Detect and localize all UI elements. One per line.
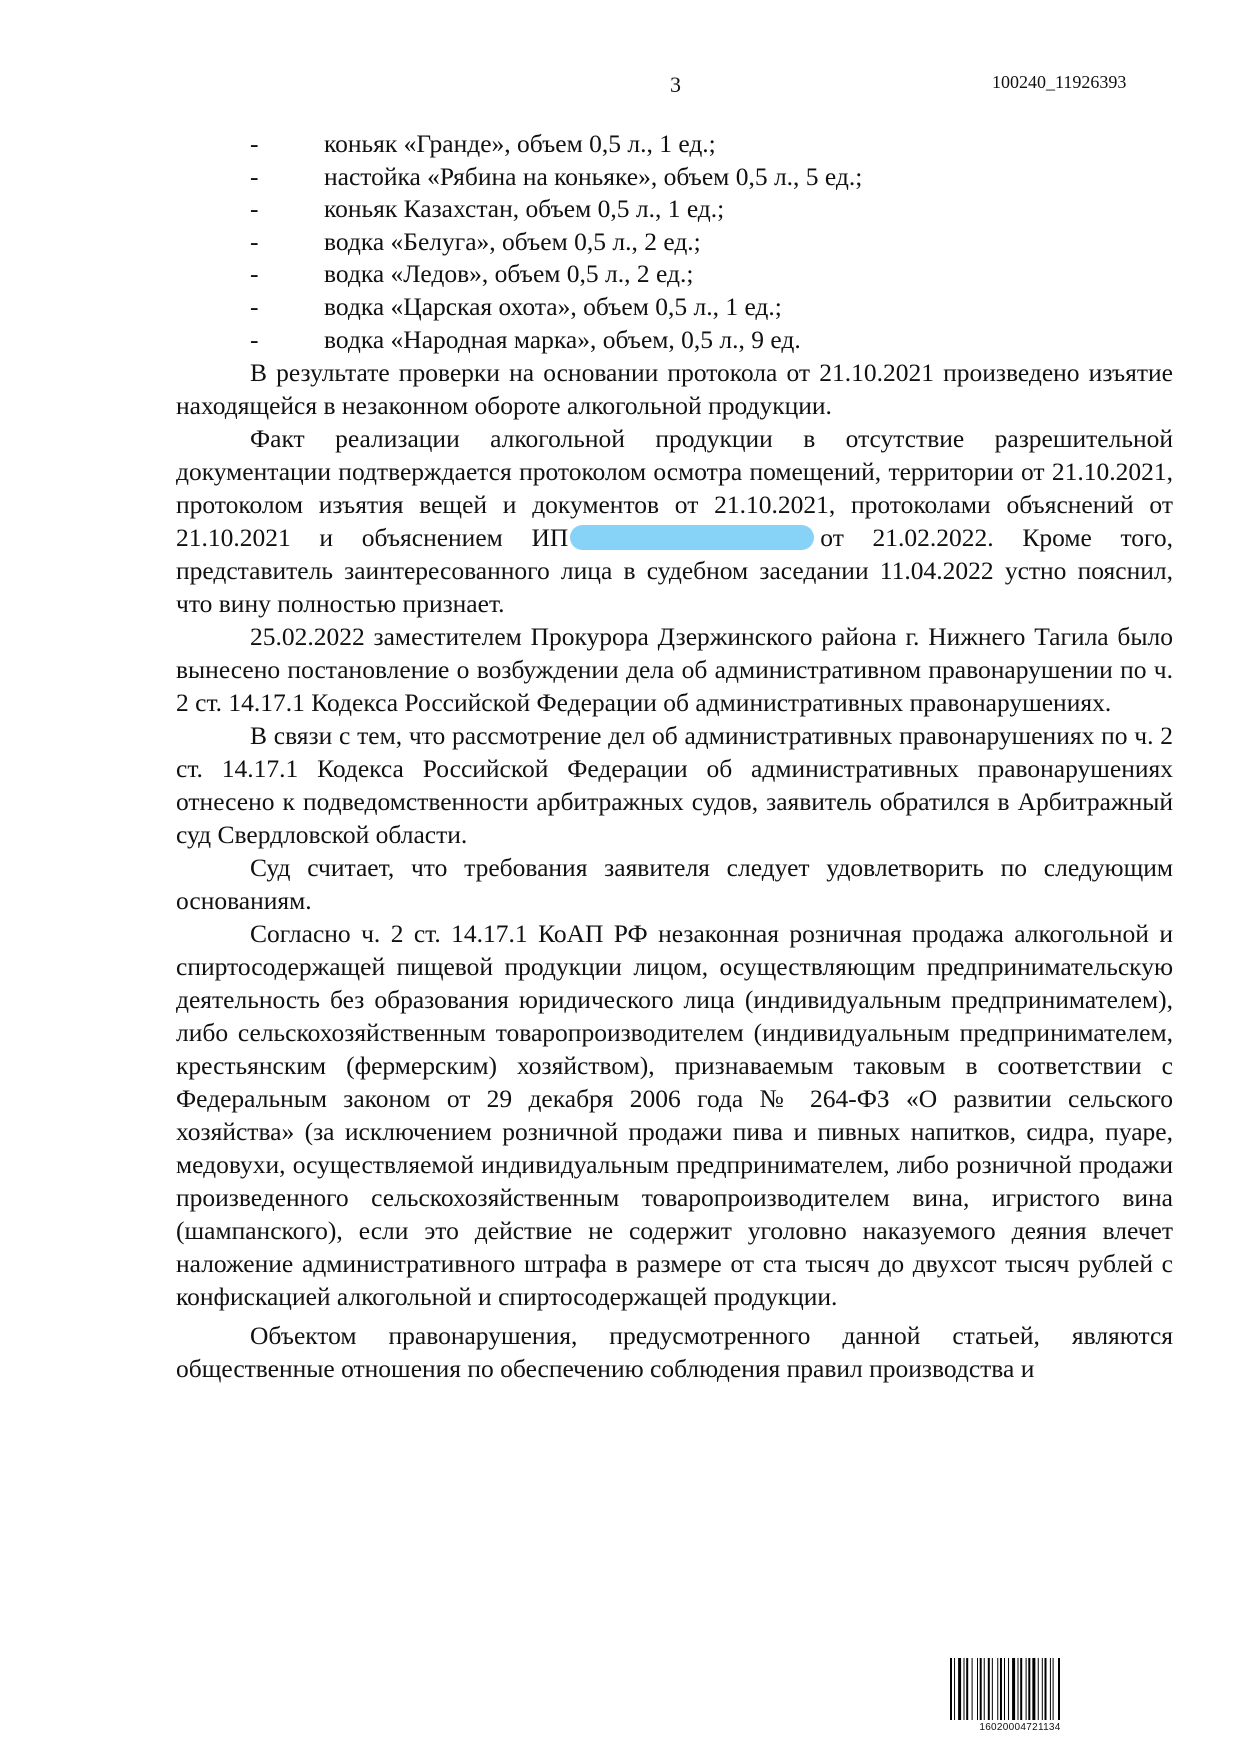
paragraph-offense-object: Объектом правонарушения, предусмотренного данной статьей, являются общественные отношения по обеспечению соблюдения правил производства и (176, 1321, 1173, 1384)
paragraph-inspection-result: В результате проверки на основании протокола от 21.10.2021 произведено изъятие находящейся в незаконном обороте алкогольной продукции. (176, 358, 1173, 421)
list-item (176, 324, 1173, 357)
list-item (176, 291, 1173, 324)
list-item-text: коньяк «Гранде», объем 0,5 л., 1 ед.; (324, 129, 716, 158)
paragraph-sale-fact-part1: Факт реализации алкогольной продукции в отсутствие разрешительной документации подтверждается протоколом осмотра помещений, территории от 21.10.2021, протоколом изъятия вещей и документов от 21.10.2021, протоколами объяснений от 21.10.2021 и объяснением ИП (176, 424, 1173, 553)
list-item-text: водка «Ледов», объем 0,5 л., 2 ед.; (324, 259, 694, 289)
barcode-image (950, 1658, 1090, 1720)
barcode-number: 16020004721134 (979, 1722, 1061, 1733)
paragraph-sale-fact (176, 422, 1173, 620)
paragraph-prosecutor-resolution: 25.02.2022 заместителем Прокурора Дзержинского района г. Нижнего Тагила было вынесено постановление о возбуждении дела об административном правонарушении по ч. 2 ст. 14.17.1 Кодекса Российской Федерации об административных правонарушениях. (176, 622, 1173, 718)
list-item (176, 128, 1173, 161)
list-item (176, 226, 1173, 259)
list-item-text: водка «Народная марка», объем, 0,5 л., 9 ед. (324, 324, 801, 354)
product-list (176, 128, 1173, 356)
list-item (176, 161, 1173, 194)
document-body (176, 128, 1173, 1385)
list-dash: - (250, 291, 259, 321)
list-item (176, 258, 1173, 291)
page-number: 3 (670, 72, 681, 97)
list-item-text: водка «Белуга», объем 0,5 л., 2 ед.; (324, 226, 701, 256)
paragraph-jurisdiction: В связи с тем, что рассмотрение дел об административных правонарушениях по ч. 2 ст. 14.17.1 Кодекса Российской Федерации об административных правонарушениях отнесено к подведомственности арбитражных судов, заявитель обратился в Арбитражный суд Свердловской области. (176, 721, 1173, 850)
list-dash: - (250, 259, 259, 289)
list-dash: - (250, 194, 259, 224)
list-item-text: настойка «Рябина на коньяке», объем 0,5 л., 5 ед.; (324, 161, 863, 191)
barcode (950, 1658, 1090, 1733)
list-item-text: водка «Царская охота», объем 0,5 л., 1 ед.; (324, 291, 782, 321)
case-number: 100240_11926393 (992, 72, 1127, 92)
redaction-mark (570, 525, 814, 550)
list-item-text: коньяк Казахстан, объем 0,5 л., 1 ед.; (324, 194, 725, 224)
list-dash: - (250, 129, 259, 158)
paragraph-court-finding: Суд считает, что требования заявителя следует удовлетворить по следующим основаниям. (176, 853, 1173, 916)
paragraph-legal-basis: Согласно ч. 2 ст. 14.17.1 КоАП РФ незаконная розничная продажа алкогольной и спиртосодержащей пищевой продукции лицом, осуществляющим предпринимательскую деятельность без образования юридического лица (индивидуальным предпринимателем), либо сельскохозяйственным товаропроизводителем (индивидуальным предпринимателем, крестьянским (фермерским) хозяйством), признаваемым таковым в соответствии с Федеральным законом от 29 декабря 2006 года № 264-ФЗ «О развитии сельского хозяйства» (за исключением розничной продажи пива и пивных напитков, сидра, пуаре, медовухи, осуществляемой индивидуальным предпринимателем, либо розничной продажи произведенного сельскохозяйственным товаропроизводителем вина, игристого вина (шампанского), если это действие не содержит уголовно наказуемого деяния влечет наложение административного штрафа в размере от ста тысяч до двухсот тысяч рублей с конфискацией алкогольной и спиртосодержащей продукции. (176, 919, 1173, 1312)
list-dash: - (250, 324, 259, 354)
list-item (176, 193, 1173, 226)
list-dash: - (250, 226, 259, 256)
list-dash: - (250, 161, 259, 191)
paragraph-sale-fact-part2: от 21.02.2022. Кроме того, представитель заинтересованного лица в судебном заседании 11.04.2022 устно пояснил, что вину полностью признает. (176, 523, 1173, 619)
